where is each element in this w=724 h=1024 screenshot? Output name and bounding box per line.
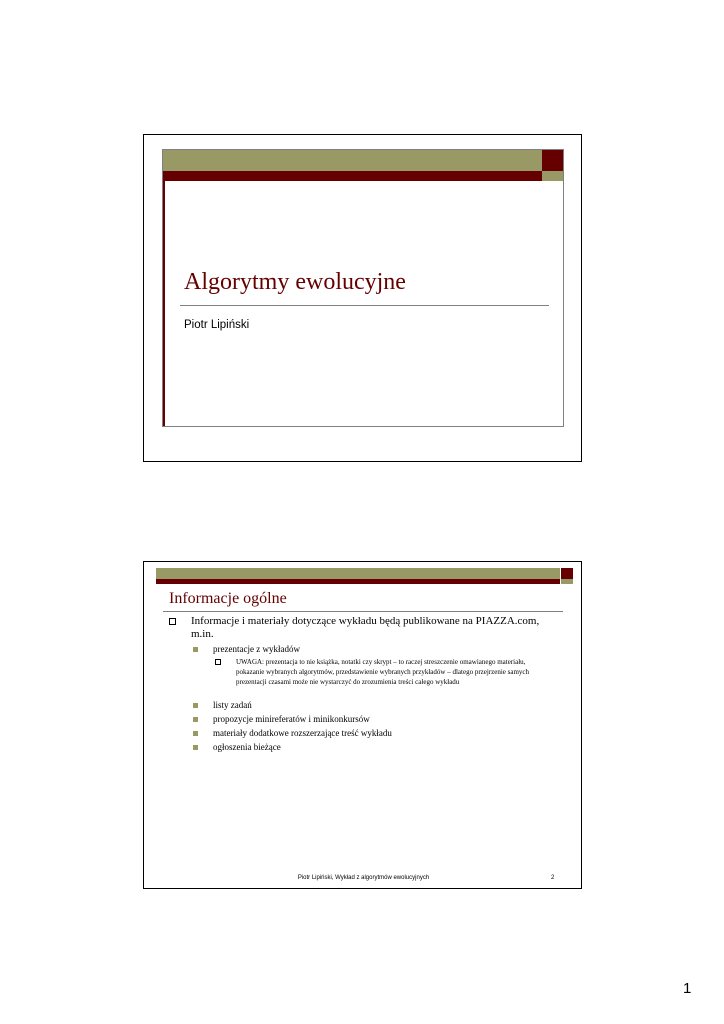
title-divider — [163, 611, 563, 612]
bullet-text: listy zadań — [213, 700, 252, 710]
header-olive-square — [561, 579, 573, 584]
bullet-text: prezentacje z wykładów — [213, 644, 300, 654]
author-name: Piotr Lipiński — [184, 319, 250, 331]
olive-square-bullet-icon — [193, 731, 198, 736]
bullet-text: propozycje minireferatów i minikonkursów — [213, 714, 370, 724]
slide-title: Algorytmy ewolucyjne — [184, 269, 406, 295]
bullet-text: ogłoszenia bieżące — [213, 742, 281, 752]
slide-2 — [143, 561, 582, 889]
bullet-level-2 — [193, 699, 543, 712]
bullet-text: UWAGA: prezentacja to nie książka, notatki czy skrypt – to raczej streszczenie omawianego materiału, pokazanie wybranych algorytmów, przedstawienie wybranych przykładów – dlatego przejrzenie samych prezentacji czasami może nie wystarczyć do zrozumienia treści całego wykładu — [236, 658, 530, 686]
bullet-level-3 — [215, 657, 545, 687]
header-olive-band — [156, 568, 560, 579]
bullet-text: Informacje i materiały dotyczące wykładu będą publikowane na PIAZZA.com, m.in. — [191, 615, 540, 640]
title-divider — [180, 305, 549, 306]
header-red-square — [561, 568, 573, 579]
olive-square-bullet-icon — [193, 745, 198, 750]
olive-square-bullet-icon — [193, 703, 198, 708]
slide-title: Informacje ogólne — [169, 590, 287, 607]
olive-square-bullet-icon — [193, 647, 198, 652]
bullet-level-2 — [193, 643, 543, 656]
header-red-band — [156, 579, 560, 584]
slide-1 — [143, 134, 582, 462]
bullet-level-2 — [193, 727, 543, 740]
bullet-text: materiały dodatkowe rozszerzające treść wykładu — [213, 728, 392, 738]
hollow-square-bullet-icon — [215, 659, 221, 665]
olive-square-bullet-icon — [193, 717, 198, 722]
bullet-level-2 — [193, 741, 543, 754]
hollow-square-bullet-icon — [169, 618, 176, 625]
slide-page-number: 2 — [551, 875, 555, 881]
bullet-level-2 — [193, 713, 543, 726]
sheet-page-number: 1 — [683, 980, 692, 997]
slide-footer: Piotr Lipiński, Wykład z algorytmów ewolucyjnych — [297, 875, 430, 881]
bullet-level-1 — [169, 615, 544, 641]
